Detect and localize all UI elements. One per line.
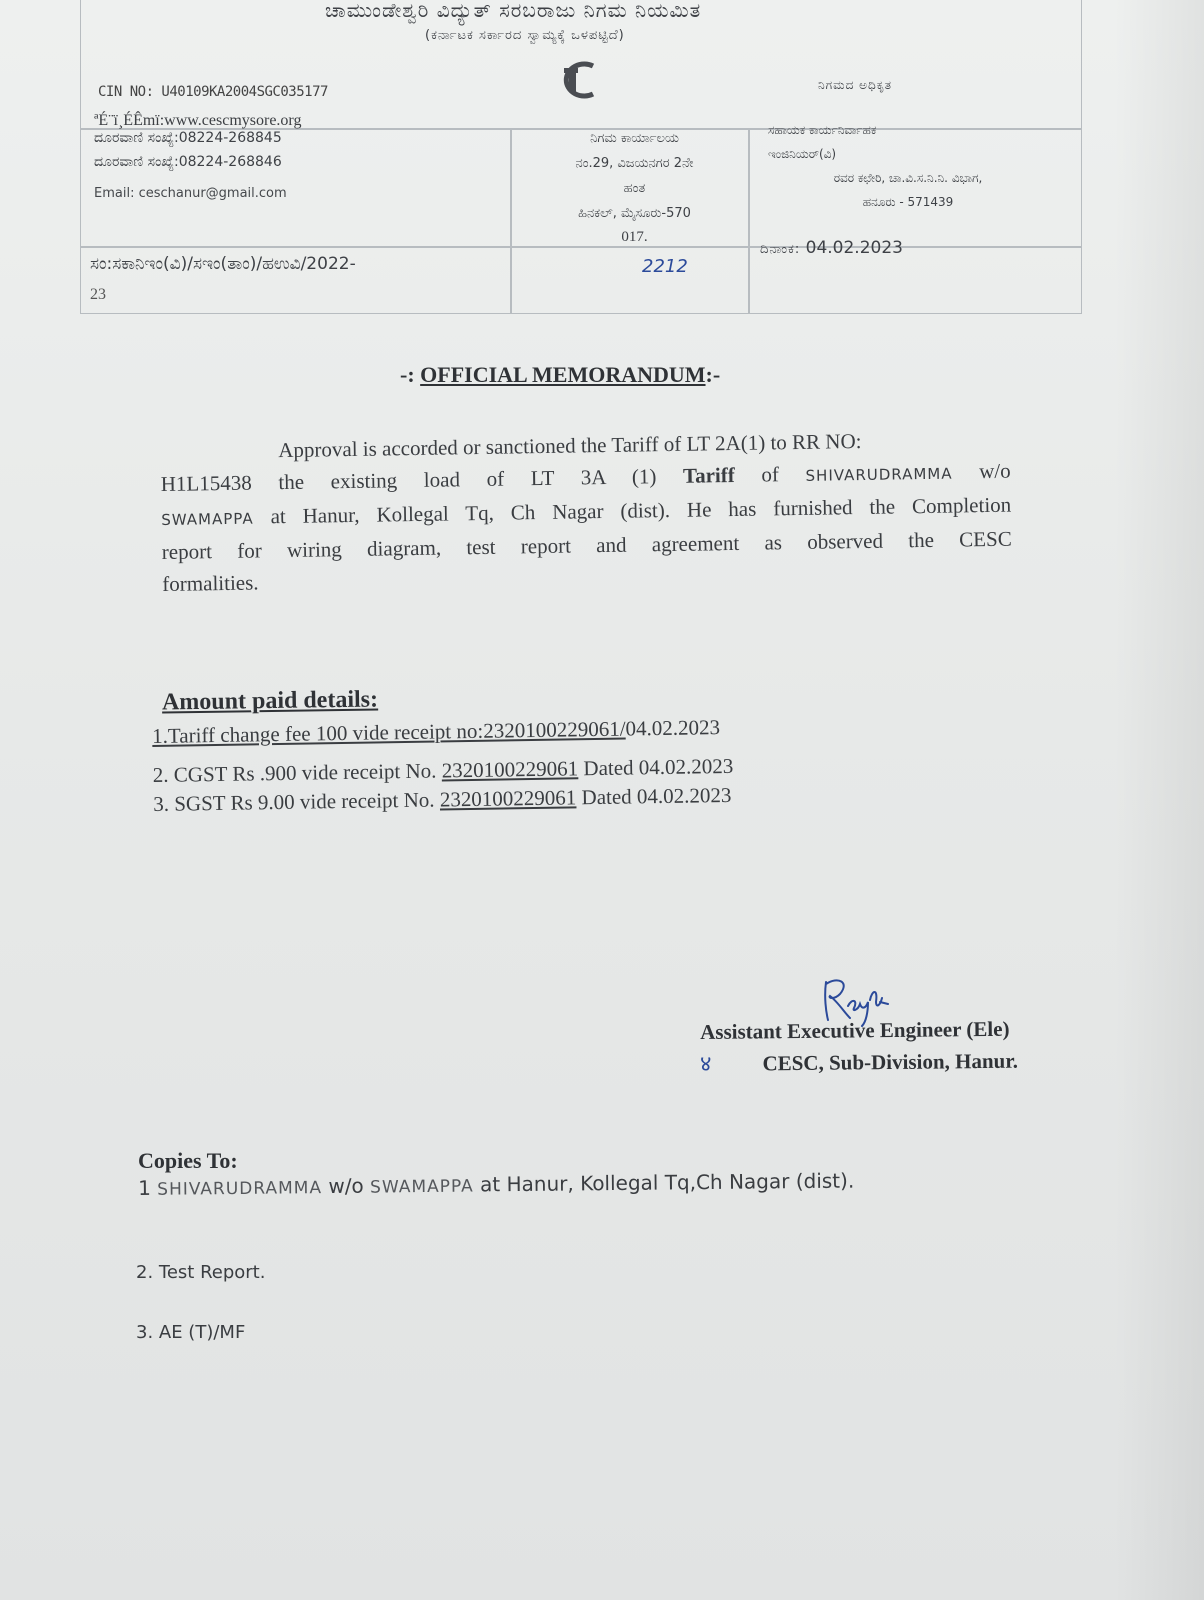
heading-suffix: :- [705, 362, 721, 387]
copy-item-1-rest: at Hanur, Kollegal Tq,Ch Nagar (dist). [473, 1168, 855, 1197]
body-line-2a: H1L15438 the existing load of LT 3A (1) [160, 463, 684, 496]
amount-item-2-receipt: 2320100229061 [441, 756, 579, 783]
amount-list [152, 715, 734, 817]
body-line-3-rest: at Hanur, Kollegal Tq, Ch Nagar (dist). He has furnished the Completion [253, 492, 1012, 529]
phone-1: ದೂರವಾಣಿ ಸಂಖ್ಯೆ:08224-268845 [94, 130, 282, 146]
heading-text: OFFICIAL MEMORANDUM [420, 362, 706, 387]
cesc-logo-icon [553, 60, 603, 100]
copy-item-3: 3. AE (T)/MF [136, 1322, 246, 1343]
date-field [760, 238, 903, 258]
company-subtitle: (ಕರ್ನಾಟಕ ಸರ್ಕಾರದ ಸ್ವಾಮ್ಯಕ್ಕೆ ಒಳಪಟ್ಟಿದೆ) [425, 28, 625, 43]
amount-heading: Amount paid details: [161, 686, 379, 716]
office-address [517, 126, 752, 248]
consumer-name: SHIVARUDRAMMA [805, 464, 953, 485]
copy-item-1-num: 1 [138, 1175, 158, 1200]
company-title: ಚಾಮುಂಡೇಶ್ವರಿ ವಿದ್ಯುತ್ ಸರಬರಾಜು ನಿಗಮ ನಿಯಮಿತ [325, 0, 702, 22]
signatory-block [700, 1013, 1018, 1080]
engineer-line-4: ಹನೂರು - 571439 [862, 195, 954, 209]
copy-item-1-spouse: SWAMAPPA [369, 1176, 474, 1198]
signatory-title: Assistant Executive Engineer (Ele) [700, 1016, 1010, 1044]
body-line-2c: w/o [952, 458, 1011, 484]
amount-item-3-receipt: 2320100229061 [439, 785, 577, 812]
body-line-5: formalities. [162, 570, 259, 596]
cin-number: CIN NO: U40109KA2004SGC035177 [98, 84, 328, 100]
email-address: Email: ceschanur@gmail.com [94, 186, 287, 201]
spouse-name: SWAMAPPA [161, 509, 254, 529]
body-line-4: report for wiring diagram, test report and agreement as observed the CESC [161, 526, 1012, 564]
handwritten-mark: ४ [700, 1052, 712, 1077]
signatory-office: CESC, Sub-Division, Hanur. [762, 1048, 1019, 1076]
handwritten-number: 2212 [642, 256, 688, 277]
copy-item-1-name: SHIVARUDRAMMA [157, 1178, 323, 1200]
amount-item-1-date: 04.02.2023 [625, 715, 721, 741]
page-shadow [1114, 0, 1204, 1600]
office-line-3: ಹಂತ [623, 181, 646, 196]
copies-heading: Copies To: [138, 1148, 238, 1173]
amount-item-2-date: Dated 04.02.2023 [577, 753, 734, 781]
date-value: 04.02.2023 [805, 238, 903, 258]
phone-2: ದೂರವಾಣಿ ಸಂಖ್ಯೆ:08224-268846 [94, 154, 282, 170]
office-line-4: ಹಿನಕಲ್, ಮೈಸೂರು-570 [578, 206, 691, 221]
office-line-1: ನಿಗಮ ಕಾರ್ಯಾಲಯ [590, 131, 679, 146]
body-line-2b: of [734, 461, 806, 487]
amount-item-3-date: Dated 04.02.2023 [576, 782, 732, 810]
authorized-label: ನಿಗಮದ ಅಧಿಕೃತ [818, 78, 892, 92]
copy-item-1-wo: w/o [321, 1173, 371, 1199]
amount-item-3-main: 3. SGST Rs 9.00 vide receipt No. [153, 787, 441, 816]
engineer-line-2: ಇಂಜಿನಿಯರ್(ವಿ) [768, 147, 837, 161]
office-line-5: 017. [621, 229, 648, 245]
date-label: ದಿನಾಂಕ: [760, 242, 801, 257]
amount-item-2 [153, 754, 734, 788]
website: ªÉ¨ï¸ÉÊmï:www.cescmysore.org [94, 112, 302, 129]
body-line-1: Approval is accorded or sanctioned the Tariff of LT 2A(1) to RR NO: [278, 428, 862, 463]
tariff-word: Tariff [682, 462, 735, 488]
amount-item-2-main: 2. CGST Rs .900 vide receipt No. [152, 758, 442, 787]
heading-prefix: -: [400, 362, 421, 387]
engineer-line-1: ಸಹಾಯಕ ಕಾರ್ಯನಿರ್ವಾಹಕ [768, 123, 877, 137]
copy-item-1 [138, 1169, 854, 1200]
office-line-2: ನಂ.29, ವಿಜಯನಗರ 2ನೇ [575, 156, 694, 171]
engineer-line-3: ರವರ ಕಛೇರಿ, ಚಾ.ವಿ.ಸ.ನಿ.ನಿ. ವಿಭಾಗ, [833, 171, 983, 185]
letterhead-col-divider-1 [510, 128, 512, 314]
memo-body [160, 423, 1012, 600]
amount-item-1-main: 1.Tariff change fee 100 vide receipt no:2320100229061/ [152, 716, 626, 748]
memo-heading [400, 362, 720, 388]
copy-item-2: 2. Test Report. [136, 1262, 266, 1283]
letterhead [80, 0, 1082, 320]
reference-number: ಸಂ:ಸಕಾನಿಇಂ(ವಿ)/ಸಇಂ(ತಾಂ)/ಹಉವಿ/2022- [90, 254, 356, 274]
engineer-office [768, 118, 1068, 214]
amount-item-1 [152, 715, 733, 749]
amount-item-3 [153, 783, 734, 817]
reference-number-cont: 23 [90, 286, 106, 303]
